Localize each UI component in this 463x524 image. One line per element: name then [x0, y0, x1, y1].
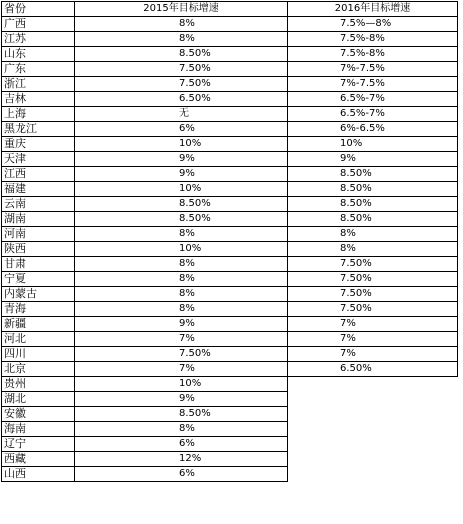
target-2016-cell: 7.50% [288, 302, 458, 317]
target-2015-cell: 8% [75, 32, 288, 47]
target-2016-cell: 7.5%-8% [288, 47, 458, 62]
province-cell: 辽宁 [2, 437, 75, 452]
province-cell: 甘肃 [2, 257, 75, 272]
province-cell: 河北 [2, 332, 75, 347]
province-cell: 上海 [2, 107, 75, 122]
table-row [2, 137, 458, 152]
province-cell: 西藏 [2, 452, 75, 467]
target-2015-cell: 7.50% [75, 62, 288, 77]
table-row [2, 197, 458, 212]
province-cell: 河南 [2, 227, 75, 242]
target-2016-cell: 8% [288, 227, 458, 242]
target-2016-cell: 7.50% [288, 272, 458, 287]
header-2015-target: 2015年目标增速 [75, 2, 288, 17]
table-row [2, 32, 458, 47]
table-row [2, 242, 458, 257]
province-cell: 吉林 [2, 92, 75, 107]
table-row [2, 302, 458, 317]
table-row [2, 212, 458, 227]
target-2016-cell: 6.5%-7% [288, 92, 458, 107]
target-2016-cell: 6.50% [288, 362, 458, 377]
target-2015-cell: 10% [75, 377, 288, 392]
target-2015-cell: 9% [75, 317, 288, 332]
province-cell: 湖南 [2, 212, 75, 227]
target-2015-cell: 8.50% [75, 197, 288, 212]
province-cell: 浙江 [2, 77, 75, 92]
province-cell: 青海 [2, 302, 75, 317]
province-cell: 海南 [2, 422, 75, 437]
target-2016-cell: 7.5%—8% [288, 17, 458, 32]
target-2015-cell: 12% [75, 452, 288, 467]
table-row [2, 317, 458, 332]
province-cell: 重庆 [2, 137, 75, 152]
header-2016-target: 2016年目标增速 [288, 2, 458, 17]
province-cell: 云南 [2, 197, 75, 212]
target-2016-cell: 7.5%-8% [288, 32, 458, 47]
target-2016-cell: 8.50% [288, 212, 458, 227]
table-row [2, 152, 458, 167]
target-2016-cell: 7.50% [288, 257, 458, 272]
table-row [2, 272, 458, 287]
target-2016-cell: 7% [288, 347, 458, 362]
table-row [2, 422, 458, 437]
table-row [2, 17, 458, 32]
province-cell: 湖北 [2, 392, 75, 407]
table-row [2, 47, 458, 62]
table-row [2, 377, 458, 392]
province-cell: 黑龙江 [2, 122, 75, 137]
target-2016-cell: 8.50% [288, 167, 458, 182]
table-row [2, 182, 458, 197]
table-row [2, 362, 458, 377]
header-row [2, 2, 458, 17]
target-2015-cell: 6% [75, 467, 288, 482]
target-2016-cell: 7.50% [288, 287, 458, 302]
target-2015-cell: 8% [75, 227, 288, 242]
target-2015-cell: 8% [75, 422, 288, 437]
target-2016-cell: 6%-6.5% [288, 122, 458, 137]
target-2015-cell: 6% [75, 122, 288, 137]
target-2016-cell: 6.5%-7% [288, 107, 458, 122]
province-cell: 北京 [2, 362, 75, 377]
target-2015-cell: 7.50% [75, 347, 288, 362]
table-row [2, 332, 458, 347]
province-cell: 广西 [2, 17, 75, 32]
target-2016-cell [288, 407, 458, 422]
table-row [2, 62, 458, 77]
table-body [2, 17, 458, 482]
table-row [2, 407, 458, 422]
table-row [2, 257, 458, 272]
table-row [2, 122, 458, 137]
province-cell: 安徽 [2, 407, 75, 422]
target-2015-cell: 9% [75, 392, 288, 407]
province-cell: 贵州 [2, 377, 75, 392]
target-2015-cell: 10% [75, 242, 288, 257]
target-2015-cell: 8.50% [75, 407, 288, 422]
table-row [2, 167, 458, 182]
target-2015-cell: 9% [75, 152, 288, 167]
target-2015-cell: 6% [75, 437, 288, 452]
target-2015-cell: 10% [75, 137, 288, 152]
target-2016-cell: 7%-7.5% [288, 77, 458, 92]
province-cell: 山东 [2, 47, 75, 62]
table-row [2, 227, 458, 242]
target-2015-cell: 7% [75, 362, 288, 377]
target-2016-cell [288, 392, 458, 407]
table-row [2, 107, 458, 122]
target-2015-cell: 8% [75, 302, 288, 317]
province-cell: 江西 [2, 167, 75, 182]
province-cell: 广东 [2, 62, 75, 77]
province-cell: 山西 [2, 467, 75, 482]
table-row [2, 392, 458, 407]
target-2016-cell: 8.50% [288, 182, 458, 197]
table-row [2, 437, 458, 452]
target-2015-cell: 无 [75, 107, 288, 122]
target-2016-cell: 7% [288, 332, 458, 347]
province-cell: 内蒙古 [2, 287, 75, 302]
target-2016-cell: 8.50% [288, 197, 458, 212]
target-2016-cell: 7% [288, 317, 458, 332]
target-2016-cell [288, 452, 458, 467]
target-2015-cell: 7% [75, 332, 288, 347]
target-2015-cell: 8% [75, 17, 288, 32]
table-row [2, 92, 458, 107]
target-2015-cell: 6.50% [75, 92, 288, 107]
header-province: 省份 [2, 2, 75, 17]
target-2015-cell: 9% [75, 167, 288, 182]
province-cell: 宁夏 [2, 272, 75, 287]
target-2016-cell [288, 467, 458, 482]
target-2016-cell [288, 377, 458, 392]
target-2015-cell: 8% [75, 287, 288, 302]
table-row [2, 467, 458, 482]
target-2015-cell: 8% [75, 257, 288, 272]
target-2016-cell: 8% [288, 242, 458, 257]
target-2016-cell: 9% [288, 152, 458, 167]
target-2016-cell: 7%-7.5% [288, 62, 458, 77]
province-cell: 新疆 [2, 317, 75, 332]
table-row [2, 347, 458, 362]
province-cell: 福建 [2, 182, 75, 197]
target-2015-cell: 8.50% [75, 212, 288, 227]
target-2015-cell: 8% [75, 272, 288, 287]
table-row [2, 287, 458, 302]
target-2016-cell [288, 437, 458, 452]
target-2015-cell: 7.50% [75, 77, 288, 92]
growth-target-table [1, 1, 458, 482]
province-cell: 四川 [2, 347, 75, 362]
province-cell: 江苏 [2, 32, 75, 47]
target-2016-cell: 10% [288, 137, 458, 152]
table-row [2, 77, 458, 92]
target-2016-cell [288, 422, 458, 437]
target-2015-cell: 8.50% [75, 47, 288, 62]
target-2015-cell: 10% [75, 182, 288, 197]
table-row [2, 452, 458, 467]
province-cell: 天津 [2, 152, 75, 167]
province-cell: 陕西 [2, 242, 75, 257]
